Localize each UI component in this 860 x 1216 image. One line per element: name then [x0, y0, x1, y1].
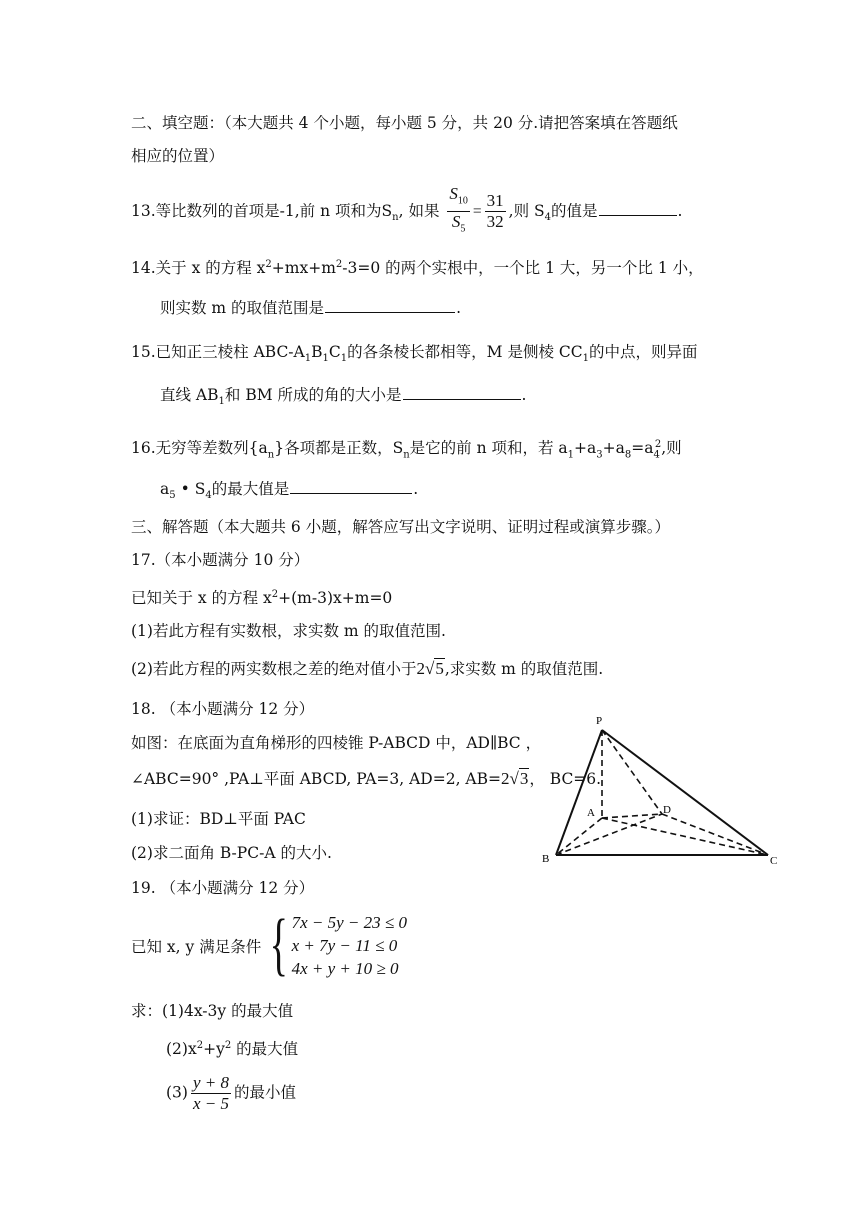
q19-part2-pre: (2)x [166, 1040, 197, 1059]
q15-answer-blank[interactable] [403, 385, 521, 400]
q16-answer-blank[interactable] [290, 479, 412, 494]
section2-title-line1: 二、填空题：（本大题共 4 个小题，每小题 5 分，共 20 分.请把答案填在答题纸 [131, 114, 678, 132]
section3-title: 三、解答题（本大题共 6 小题，解答应写出文字说明、证明过程或演算步骤。） [131, 518, 670, 536]
question-13 [131, 184, 682, 240]
q14-text-mid1: +mx+m [271, 259, 336, 278]
q16-text-mid: }各项都是正数，S [274, 439, 404, 458]
q16-sub-n: n [267, 449, 275, 461]
vertex-label-p: P [596, 715, 603, 727]
q17-head: 17.（本小题满分 10 分） [131, 551, 310, 569]
q18-sqrt-rad: 3 [519, 769, 529, 788]
q14-text-mid2: -3=0 的两个实根中，一个比 1 大，另一个比 1 小， [342, 259, 704, 278]
q19-part1: (1)4x-3y 的最大值 [162, 1002, 294, 1020]
q19-part2-post: 的最大值 [231, 1040, 299, 1059]
q19-part3-pre: (3) [166, 1083, 188, 1102]
pyramid-figure [530, 710, 790, 870]
q13-text-mid: , 如果 [398, 201, 440, 220]
question-15-line2 [160, 384, 526, 413]
q13-text-post: ,则 S [508, 201, 545, 220]
q17-sqrt-rad: 5 [435, 659, 444, 678]
q19-part2-sup2: 2 [224, 1040, 232, 1051]
q19-part3 [166, 1073, 296, 1114]
q13-post-sub: 4 [544, 211, 551, 223]
q17-part2 [131, 658, 603, 680]
q14-answer-blank[interactable] [325, 298, 455, 313]
q19-frac-den: x − 5 [192, 1094, 229, 1113]
q17-part2-post: ,求实数 m 的取值范围. [444, 660, 604, 678]
q19-frac-num: y + 8 [192, 1073, 229, 1092]
q19-constraint-1: 7x − 5y − 23 ≤ 0 [291, 912, 407, 932]
q16-s3: 3 [596, 449, 603, 461]
q15-text-post: 的中点，则异面 [588, 343, 698, 361]
q19-constraint-system [262, 906, 407, 983]
question-16-line2 [160, 478, 418, 507]
q14-end: . [456, 299, 461, 317]
q18-sqrt-coef: 2 [501, 769, 510, 788]
q13-answer-blank[interactable] [599, 201, 677, 216]
q16-line2-dot: • [180, 480, 190, 498]
q17-stem-sup: 2 [271, 589, 279, 600]
q15-sub4: 1 [582, 353, 589, 365]
q13-fraction-s10-s5 [447, 184, 470, 240]
q15-sub3: 1 [340, 353, 348, 365]
q15-sub1: 1 [304, 353, 312, 365]
q15-line2-post: 和 BM 所成的角的大小是 [224, 386, 402, 404]
q13-fraction-31-32 [485, 191, 506, 232]
q16-sup2: 2 [654, 439, 662, 450]
q19-part2-mid: +y [203, 1040, 225, 1059]
q16-line2-post: 的最大值是 [211, 480, 290, 498]
question-16-line1 [131, 434, 682, 466]
edge-dc [662, 814, 768, 855]
q17-part2-pre: (2)若此方程的两实数根之差的绝对值小于 [131, 660, 417, 678]
vertex-label-b: B [542, 853, 550, 865]
q19-ask: 求： [131, 1002, 163, 1020]
q18-part2: (2)求二面角 B-PC-A 的大小. [131, 844, 332, 862]
q13-frac1-num-sub: 10 [457, 195, 468, 207]
q16-line2-sub5: 5 [169, 490, 176, 502]
q16-p1: +a [574, 439, 597, 458]
q13-frac2-den: 32 [486, 212, 504, 232]
q16-text-mid2: 是它的前 n 项和，若 a [409, 439, 568, 458]
edge-pb [556, 730, 602, 855]
q15-c: C [328, 343, 341, 361]
q17-stem-pre: 已知关于 x 的方程 x [131, 589, 272, 608]
q14-sup1: 2 [265, 259, 272, 270]
q15-end: . [521, 386, 527, 404]
q16-text-pre: 16.无穷等差数列{a [131, 439, 268, 458]
q19-fraction [191, 1073, 231, 1114]
q16-p2: +a [602, 439, 625, 458]
q17-part1: (1)若此方程有实数根，求实数 m 的取值范围. [131, 622, 446, 640]
q16-p3: =a [631, 439, 654, 458]
q13-frac2-num: 31 [486, 191, 504, 211]
q19-stem: 已知 x, y 满足条件 [131, 938, 262, 956]
q16-text-post: ,则 [661, 439, 682, 458]
q16-sub-n2: n [403, 449, 410, 461]
q17-stem-post: +(m-3)x+m=0 [278, 589, 393, 608]
q15-line2-pre: 直线 AB [160, 386, 219, 404]
q14-sup2: 2 [335, 259, 343, 270]
q18-stem2-post: ， BC=6. [529, 770, 602, 788]
q16-s1: 1 [567, 449, 575, 461]
q15-b: B [311, 343, 323, 361]
q15-text-pre: 15.已知正三棱柱 ABC-A [131, 343, 305, 361]
q14-text-line2: 则实数 m 的取值范围是 [160, 299, 325, 317]
q16-s8: 8 [624, 449, 632, 461]
q15-text-mid: 的各条棱长都相等，M 是侧棱 CC [347, 343, 583, 361]
q15-line2-sub: 1 [218, 396, 225, 408]
edge-bd [556, 814, 662, 855]
q16-line2-a: a [160, 480, 170, 498]
q16-s4: 4 [653, 449, 660, 461]
section2-title-line2: 相应的位置） [131, 147, 225, 165]
vertex-label-a: A [587, 807, 595, 819]
question-14-line1 [131, 254, 704, 279]
q19-constraint-3: 4x + y + 10 ≥ 0 [291, 958, 399, 978]
q18-stem-line1: 如图：在底面为直角梯形的四棱锥 P-ABCD 中，AD∥BC ， [131, 734, 542, 752]
question-15-line1 [131, 341, 697, 370]
edge-pd [602, 730, 662, 814]
left-brace-icon: { [269, 906, 289, 983]
question-14-line2 [160, 297, 461, 319]
q13-frac1-num: S [449, 184, 458, 203]
q19-part1-line [131, 1000, 293, 1022]
vertex-label-c: C [770, 855, 778, 867]
q17-sqrt-coef: 2 [416, 659, 425, 678]
q19-part3-post: 的最小值 [234, 1083, 297, 1102]
q14-text-pre: 14.关于 x 的方程 x [131, 259, 266, 278]
vertex-label-d: D [663, 804, 671, 816]
q16-line2-s: S [194, 480, 206, 498]
q17-stem [131, 584, 392, 609]
q18-head: 18. （本小题满分 12 分） [131, 700, 315, 718]
q19-part2 [166, 1035, 298, 1060]
q18-stem2-pre: ∠ABC=90° ,PA⊥平面 ABCD, PA=3, AD=2, AB= [131, 770, 501, 788]
q13-sub-n: n [392, 211, 399, 223]
q13-equals: = [472, 202, 482, 220]
q17-sqrt-expr: 2√5 [416, 659, 444, 678]
q13-frac1-den-sub: 5 [460, 223, 466, 235]
q13-frac1-den: S [451, 212, 461, 232]
q13-text-pre: 13.等比数列的首项是-1,前 n 项和为S [131, 201, 393, 220]
q15-sub2: 1 [322, 353, 329, 365]
q16-line2-sub4: 4 [205, 490, 212, 502]
q19-head: 19. （本小题满分 12 分） [131, 879, 315, 897]
q19-part2-sup1: 2 [196, 1040, 204, 1051]
q13-text-post2: 的值是 [551, 201, 598, 220]
q16-end: . [413, 480, 419, 498]
q13-end: . [677, 201, 683, 220]
q18-sqrt-expr: 2√3 [501, 769, 529, 788]
q18-part1: (1)求证：BD⊥平面 PAC [131, 810, 306, 828]
q19-constraint-2: x + 7y − 11 ≤ 0 [291, 935, 398, 955]
